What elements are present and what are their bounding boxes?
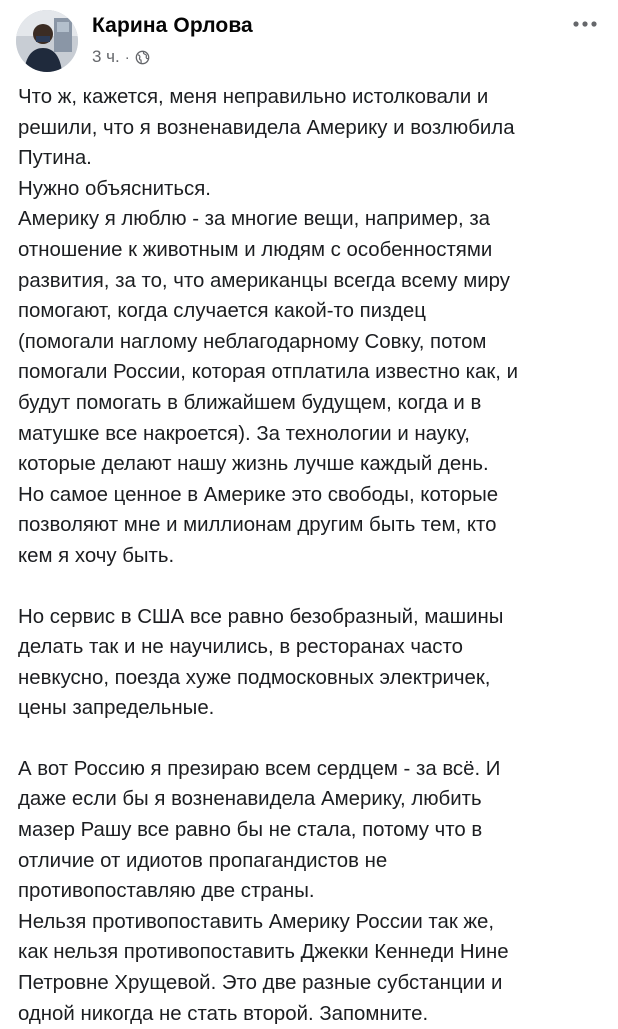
text-line: (помогали наглому неблагодарному Совку, потом bbox=[18, 330, 487, 353]
text-line: решили, что я возненавидела Америку и возлюбила bbox=[18, 116, 515, 139]
text-line: Петровне Хрущевой. Это две разные субстанции и bbox=[18, 972, 503, 995]
paragraph-gap bbox=[18, 572, 608, 602]
profile-photo-icon bbox=[16, 10, 78, 72]
avatar[interactable] bbox=[16, 10, 78, 72]
text-line: невкусно, поезда хуже подмосковных электричек, bbox=[18, 666, 491, 689]
text-line: которые делают нашу жизнь лучше каждый день. bbox=[18, 453, 489, 476]
text-line: даже если бы я возненавидела Америку, любить bbox=[18, 788, 482, 811]
author-name[interactable]: Карина Орлова bbox=[92, 14, 253, 37]
text-line: отношение к животным и людям с особенностями bbox=[18, 238, 493, 261]
text-line: позволяют мне и миллионам другим быть тем, кто bbox=[18, 514, 497, 537]
text-line: мазер Рашу все равно бы не стала, потому что в bbox=[18, 819, 483, 842]
text-line: будут помогать в ближайшем будущем, когда и в bbox=[18, 391, 482, 414]
meta-separator: · bbox=[124, 48, 130, 66]
text-line: Но сервис в США все равно безобразный, машины bbox=[18, 605, 504, 628]
globe-icon[interactable] bbox=[135, 50, 150, 65]
more-horizontal-icon bbox=[572, 20, 598, 28]
text-line: противопоставляю две страны. bbox=[18, 880, 315, 903]
text-line: помогают, когда случается какой-то пиздец bbox=[18, 300, 426, 323]
text-line: цены запредельные. bbox=[18, 697, 215, 720]
post-paragraph-2 bbox=[18, 602, 608, 724]
text-line: Америку я люблю - за многие вещи, например, за bbox=[18, 208, 491, 231]
text-line: одной никогда не стать второй. Запомните. bbox=[18, 1002, 429, 1025]
post-meta bbox=[92, 46, 150, 68]
text-line: Нельзя противопоставить Америку России так же, bbox=[18, 910, 495, 933]
post-paragraph-3 bbox=[18, 754, 608, 1029]
post-timestamp[interactable]: 3 ч. bbox=[92, 47, 120, 66]
text-line: как нельзя противопоставить Джекки Кеннеди Нине bbox=[18, 941, 509, 964]
post-paragraph-1 bbox=[18, 82, 608, 572]
text-line: развития, за то, что американцы всегда всему миру bbox=[18, 269, 510, 292]
paragraph-gap bbox=[18, 724, 608, 754]
text-line: Нужно объясниться. bbox=[18, 177, 211, 200]
text-line: Но самое ценное в Америке это свободы, которые bbox=[18, 483, 499, 506]
more-options-button[interactable] bbox=[568, 14, 602, 34]
text-line: помогали России, которая отплатила известно как, и bbox=[18, 361, 518, 384]
text-line: Путина. bbox=[18, 147, 92, 170]
post-text bbox=[18, 82, 608, 1029]
text-line: кем я хочу быть. bbox=[18, 544, 175, 567]
text-line: матушке все накроется). За технологии и науку, bbox=[18, 422, 470, 445]
text-line: А вот Россию я презираю всем сердцем - за всё. И bbox=[18, 757, 501, 780]
text-line: отличие от идиотов пропагандистов не bbox=[18, 849, 388, 872]
text-line: Что ж, кажется, меня неправильно истолковали и bbox=[18, 86, 489, 108]
text-line: делать так и не научились, в ресторанах часто bbox=[18, 636, 463, 659]
